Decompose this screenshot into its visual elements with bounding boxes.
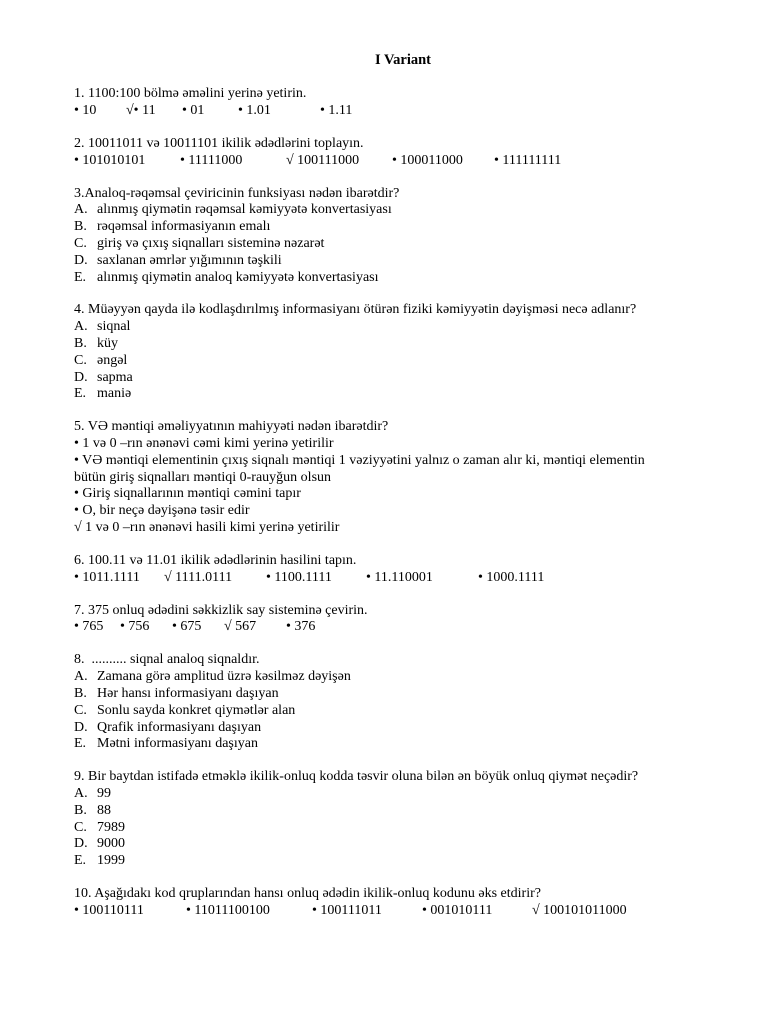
- answer-option-correct: √ 100111000: [286, 152, 360, 168]
- answer-option-correct: √• 11: [126, 102, 156, 118]
- answer-option-correct: √ 100101011000: [532, 902, 627, 918]
- answer-option: C. 7989: [74, 819, 125, 835]
- question-text: 4. Müəyyən qayda ilə kodlaşdırılmış informasiyanı ötürən fiziki kəmiyyətin dəyişməsi necə adlanır?: [74, 302, 637, 318]
- question-4: [74, 302, 714, 403]
- question-2: [74, 136, 714, 170]
- answer-option: C. giriş və çıxış siqnalları sisteminə nəzarət: [74, 235, 325, 251]
- answer-option: A. Zamana görə amplitud üzrə kəsilməz dəyişən: [74, 669, 351, 685]
- answer-option: D. sapma: [74, 369, 133, 385]
- question-8: [74, 652, 714, 753]
- answer-option: C. Sonlu sayda konkret qiymətlər alan: [74, 702, 296, 718]
- question-9: [74, 769, 714, 870]
- answer-option: • 001010111: [422, 902, 493, 918]
- answer-option: • 1 və 0 –rın ənənəvi cəmi kimi yerinə yetirilir: [74, 435, 334, 451]
- question-text: 3.Analoq-rəqəmsal çeviricinin funksiyası nədən ibarətdir?: [74, 185, 400, 201]
- answer-option: • 675: [172, 619, 202, 635]
- answer-option: • 111111111: [494, 152, 562, 168]
- document-page: [74, 50, 714, 936]
- answer-option: E. maniə: [74, 386, 132, 402]
- answer-option-correct: √ 1111.0111: [164, 569, 233, 585]
- question-text: 5. VƏ məntiqi əməliyyatının mahiyyəti nədən ibarətdir?: [74, 419, 389, 435]
- question-text: 9. Bir baytdan istifadə etməklə ikilik-onluq kodda təsvir oluna bilən ən böyük onluq qiymət neçədir?: [74, 769, 639, 785]
- answer-option: • 100011000: [392, 152, 463, 168]
- answer-row: [74, 903, 714, 920]
- answer-option: • VƏ məntiqi elementinin çıxış siqnalı məntiqi 1 vəziyyətini yalnız o zaman alır ki, məntiqi elementin: [74, 452, 645, 468]
- answer-option: • 01: [182, 102, 205, 118]
- answer-option: D. Qrafik informasiyanı daşıyan: [74, 719, 262, 735]
- answer-option: • Giriş siqnallarının məntiqi cəmini tapır: [74, 486, 301, 502]
- answer-option: • 756: [120, 619, 150, 635]
- answer-option: B. 88: [74, 802, 111, 818]
- answer-row: [74, 570, 714, 587]
- answer-option: • 10: [74, 102, 97, 118]
- question-7: [74, 603, 714, 637]
- answer-option: • 1100.1111: [266, 569, 332, 585]
- question-5: [74, 419, 714, 537]
- answer-option: • 1.11: [320, 102, 353, 118]
- answer-row: [74, 153, 714, 170]
- answer-option: • 376: [286, 619, 316, 635]
- answer-row: [74, 619, 714, 636]
- answer-option: B. Hər hansı informasiyanı daşıyan: [74, 685, 279, 701]
- answer-option: A. 99: [74, 785, 111, 801]
- answer-option: E. 1999: [74, 853, 125, 869]
- answer-option-correct: √ 567: [224, 619, 257, 635]
- answer-row: [74, 103, 714, 120]
- answer-option: A. siqnal: [74, 319, 131, 335]
- question-10: [74, 886, 714, 920]
- answer-option: • 1011.1111: [74, 569, 140, 585]
- question-3: [74, 186, 714, 287]
- question-text: 7. 375 onluq ədədini səkkizlik say sisteminə çevirin.: [74, 602, 368, 618]
- answer-option: A. alınmış qiymətin rəqəmsal kəmiyyətə konvertasiyası: [74, 202, 392, 218]
- question-text: 6. 100.11 və 11.01 ikilik ədədlərinin hasilini tapın.: [74, 552, 357, 568]
- question-6: [74, 553, 714, 587]
- question-text: 10. Aşağıdakı kod qruplarından hansı onluq ədədin ikilik-onluq kodunu əks etdirir?: [74, 885, 541, 901]
- answer-option-continuation: bütün giriş siqnalları məntiqi 0-rauyğun olsun: [74, 469, 332, 485]
- answer-option: • 11011100100: [186, 902, 270, 918]
- answer-option: • 765: [74, 619, 104, 635]
- answer-option: D. 9000: [74, 836, 125, 852]
- answer-option: • 1.01: [238, 102, 271, 118]
- answer-option: C. əngəl: [74, 352, 128, 368]
- answer-option: D. saxlanan əmrlər yığımının təşkili: [74, 252, 282, 268]
- answer-option: E. Mətni informasiyanı daşıyan: [74, 736, 258, 752]
- question-text: 8. .......... siqnal analoq siqnaldır.: [74, 652, 260, 668]
- answer-option: • 11111000: [180, 152, 243, 168]
- answer-option: • 100110111: [74, 902, 144, 918]
- answer-option: • O, bir neçə dəyişənə təsir edir: [74, 503, 250, 519]
- question-text: 2. 10011011 və 10011101 ikilik ədədlərini toplayın.: [74, 135, 364, 151]
- answer-option: E. alınmış qiymətin analoq kəmiyyətə konvertasiyası: [74, 269, 379, 285]
- document-title: I Variant: [374, 52, 431, 68]
- answer-option: B. küy: [74, 335, 118, 351]
- answer-option-correct: √ 1 və 0 –rın ənənəvi hasili kimi yerinə yetirilir: [74, 519, 340, 535]
- question-text: 1. 1100:100 bölmə əməlini yerinə yetirin.: [74, 86, 307, 101]
- answer-option: • 101010101: [74, 152, 146, 168]
- answer-option: • 1000.1111: [478, 569, 545, 585]
- answer-option: • 100111011: [312, 902, 382, 918]
- answer-option: B. rəqəmsal informasiyanın emalı: [74, 219, 271, 235]
- answer-option: • 11.110001: [366, 569, 433, 585]
- question-1: [74, 86, 714, 120]
